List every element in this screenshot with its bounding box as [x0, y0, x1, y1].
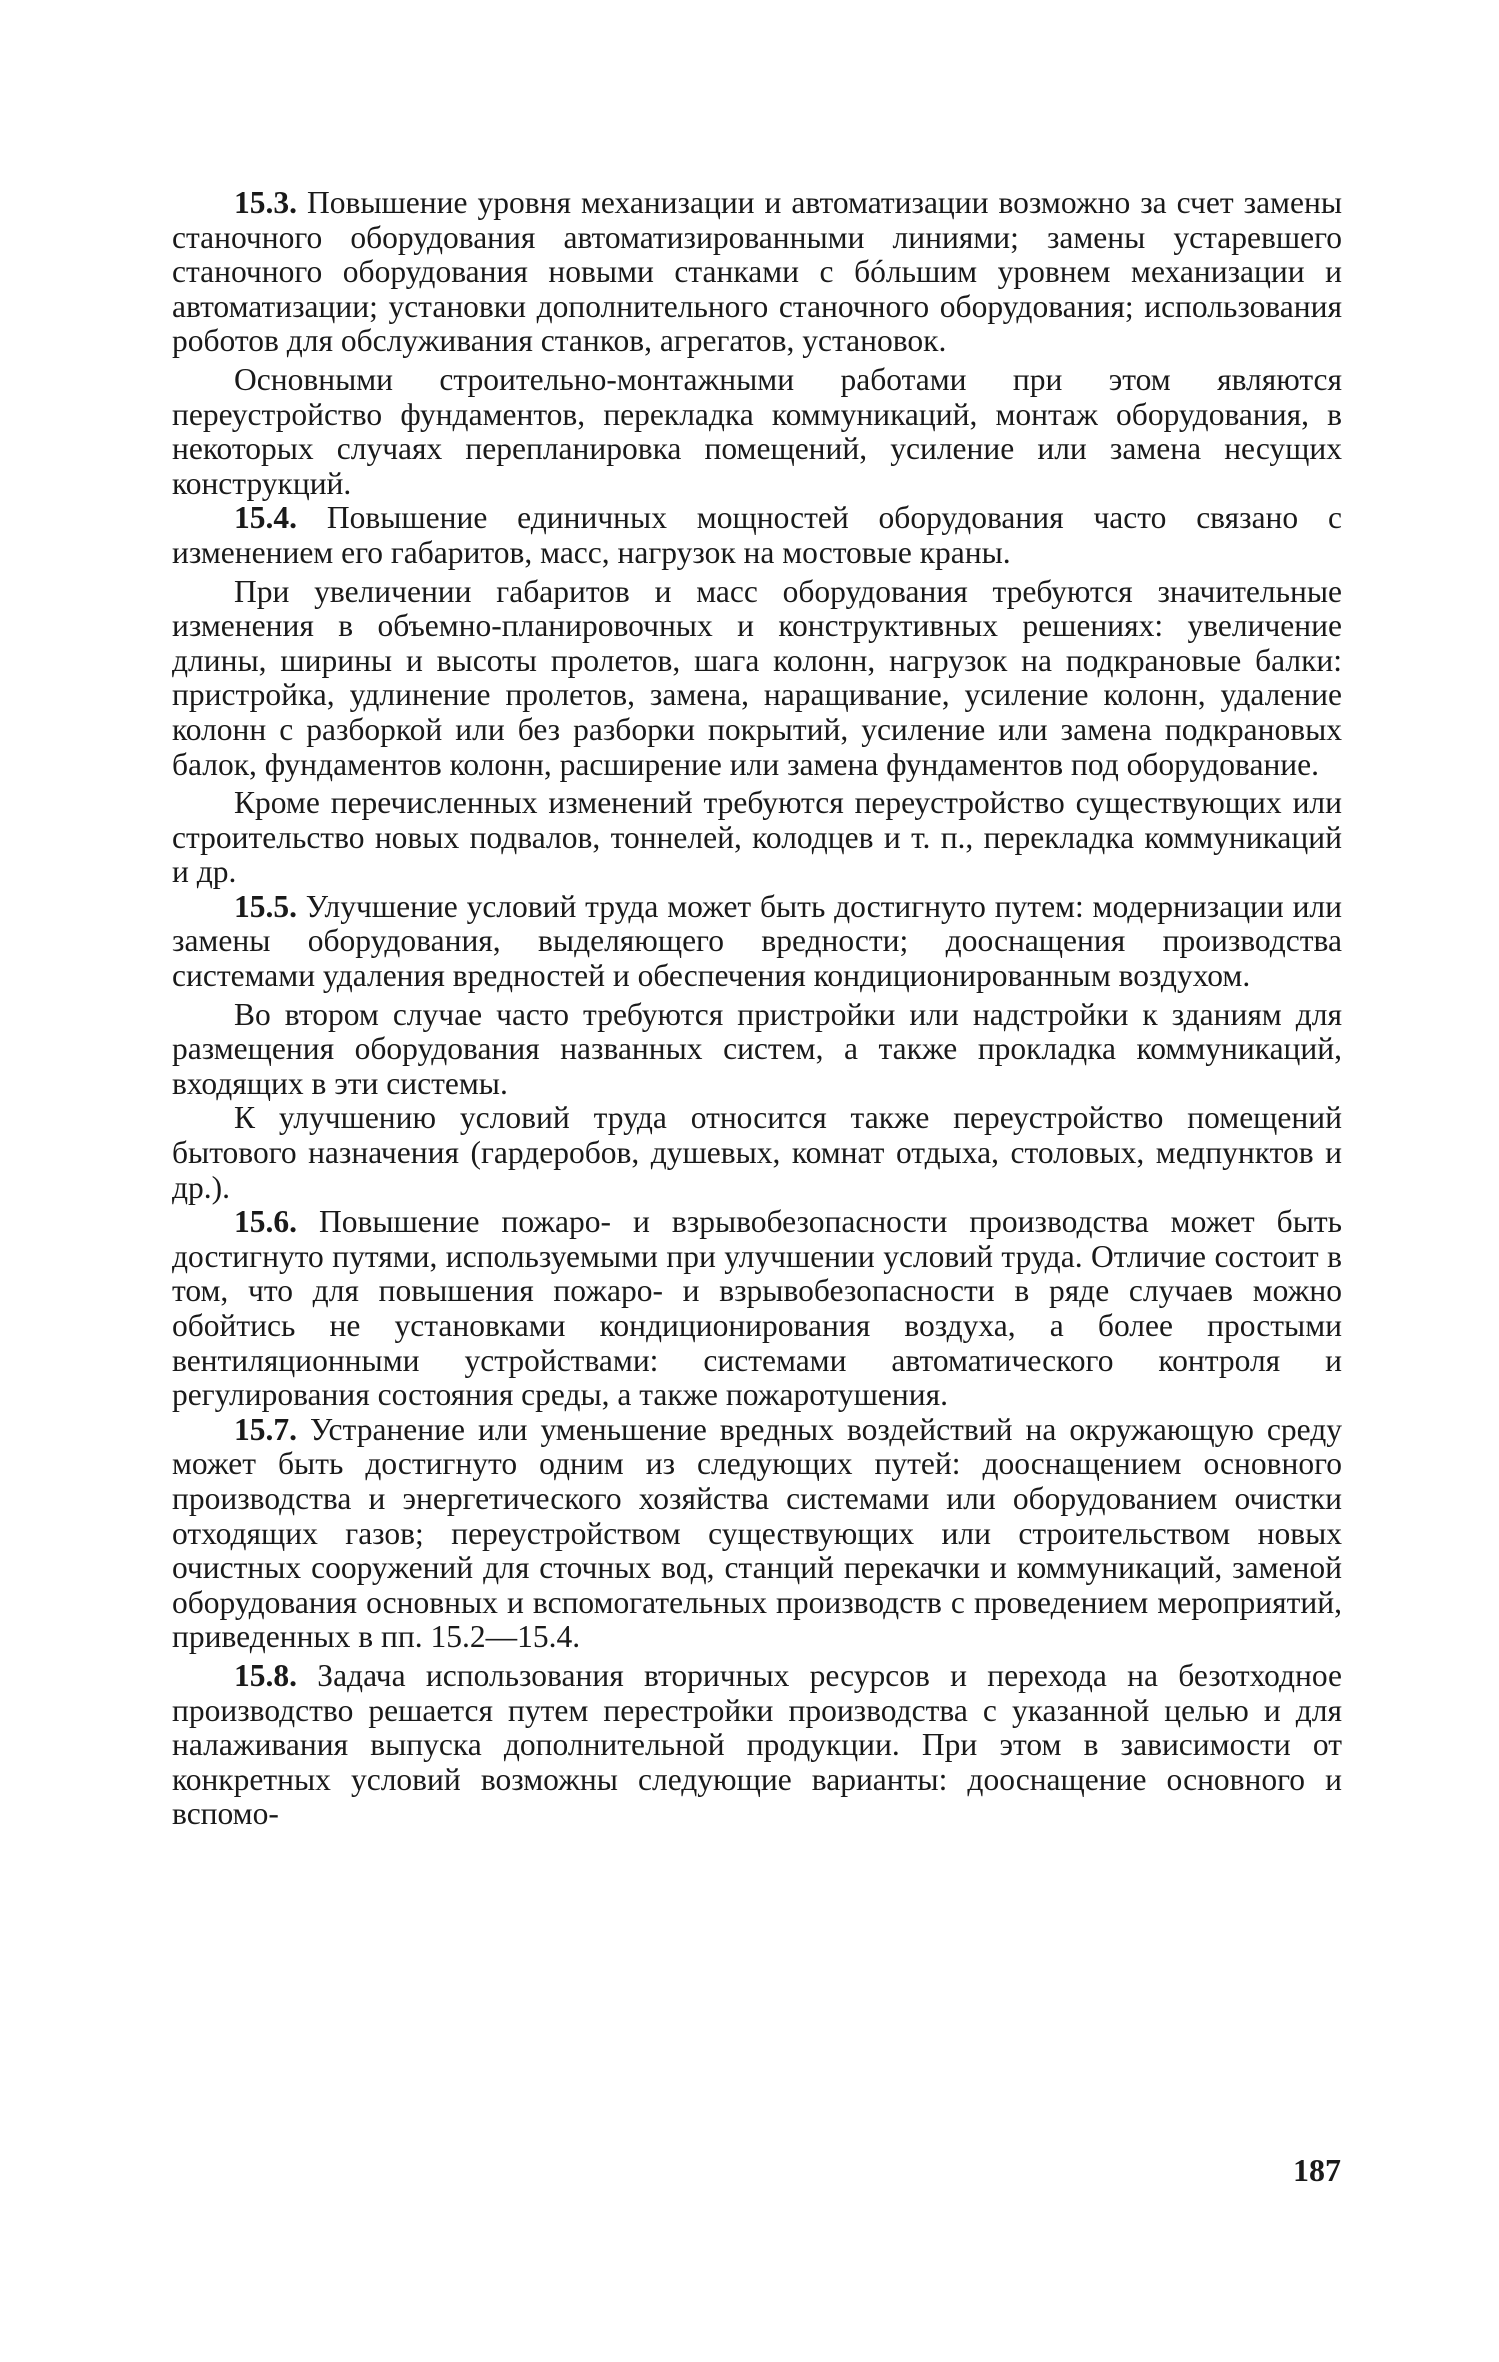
paragraph-text: Повышение единичных мощностей оборудования часто связано с изменением его габаритов, масс, нагрузок на мостовые краны.: [172, 500, 1342, 570]
paragraph-text: Кроме перечисленных изменений требуются переустройство существующих или строительство новых подвалов, тоннелей, колодцев и т. п., перекладка коммуникаций и др.: [172, 785, 1342, 890]
paragraph-text: Улучшение условий труда может быть достигнуто путем: модернизации или замены оборудования, выделяющего вредности; дооснащения производства системами удаления вредностей и обеспечения кондиционированным воздухом.: [172, 888, 1342, 994]
section-number: 15.6.: [234, 1204, 297, 1240]
section-number: 15.5.: [234, 888, 297, 924]
paragraph-text: При увеличении габаритов и масс оборудования требуются значительные изменения в объемно-планировочных и конструктивных решениях: увеличение длины, ширины и высоты пролетов, шага колонн, нагрузок на подкрановые балки: пристройка, удлинение пролетов, замена, наращивание, усиление колонн, удаление колонн с разборкой или без разборки покрытий, усиление или замена подкрановых балок, фундаментов колонн, расширение или замена фундаментов под оборудование.: [172, 573, 1342, 782]
section-number: 15.7.: [234, 1411, 297, 1447]
section-number: 15.8.: [234, 1657, 297, 1693]
paragraph-15-6: [172, 1205, 1342, 1413]
paragraph-text: Устранение или уменьшение вредных воздействий на окружающую среду может быть достигнуто одним из следующих путей: дооснащением основного производства и энергетического хозяйства системами или оборудованием очистки отходящих газов; переустройством существующих или строительством новых очистных сооружений для сточных вод, станций перекачки и коммуникаций, заменой оборудования основных и вспомогательных производств с проведением мероприятий, приведенных в пп. 15.2—15.4.: [172, 1411, 1342, 1655]
paragraph: [172, 363, 1342, 501]
paragraph-text: К улучшению условий труда относится также переустройство помещений бытового назначения (гардеробов, душевых, комнат отдыха, столовых, медпунктов и др.).: [172, 1100, 1342, 1205]
paragraph-text: Во втором случае часто требуются пристройки или надстройки к зданиям для размещения оборудования названных систем, а также прокладка коммуникаций, входящих в эти системы.: [172, 996, 1342, 1101]
body-text: [172, 186, 1342, 1832]
paragraph-15-5: [172, 890, 1342, 994]
paragraph-15-4: [172, 501, 1342, 570]
paragraph: [172, 1101, 1342, 1205]
paragraph: [172, 998, 1342, 1102]
paragraph: [172, 786, 1342, 890]
paragraph-text: Повышение уровня механизации и автоматизации возможно за счет замены станочного оборудования автоматизированными линиями; замены устаревшего станочного оборудования новыми станками с бóльшим уровнем механизации и автоматизации; установки дополнительного станочного оборудования; использования роботов для обслуживания станков, агрегатов, установок.: [172, 185, 1342, 359]
paragraph: [172, 575, 1342, 783]
paragraph-15-8: [172, 1659, 1342, 1832]
paragraph-text: Задача использования вторичных ресурсов и перехода на безотходное производство решается путем перестройки производства с указанной целью и для налаживания выпуска дополнительной продукции. При этом в зависимости от конкретных условий возможны следующие варианты: дооснащение основного и вспомо-: [172, 1657, 1342, 1832]
paragraph-15-3: [172, 186, 1342, 359]
paragraph-text: Основными строительно-монтажными работами при этом являются переустройство фундаментов, перекладка коммуникаций, монтаж оборудования, в некоторых случаях перепланировка помещений, усиление или замена несущих конструкций.: [172, 361, 1342, 501]
paragraph-15-7: [172, 1413, 1342, 1655]
page-number: 187: [1293, 2152, 1341, 2188]
section-number: 15.3.: [234, 185, 297, 220]
paragraph-text: Повышение пожаро- и взрывобезопасности производства может быть достигнуто путями, используемыми при улучшении условий труда. Отличие состоит в том, что для повышения пожаро- и взрывобезопасности в ряде случаев можно обойтись не установками кондиционирования воздуха, а более простыми вентиляционными устройствами: системами автоматического контроля и регулирования состояния среды, а также пожаротушения.: [172, 1204, 1342, 1413]
section-number: 15.4.: [234, 500, 297, 536]
